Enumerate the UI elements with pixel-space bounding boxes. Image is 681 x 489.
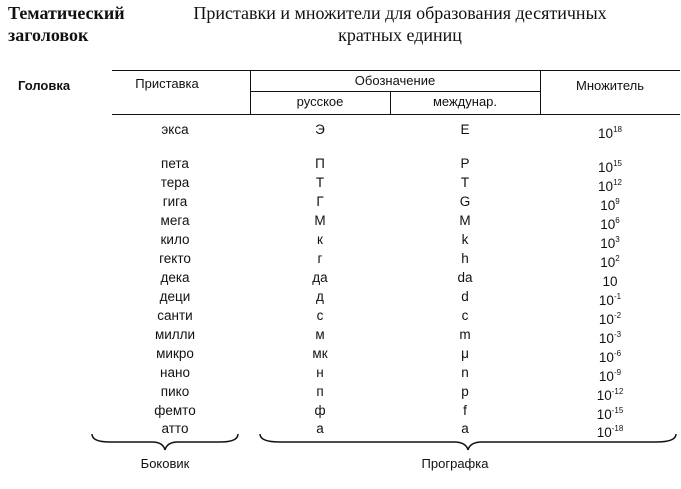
multiplier-base: 10 — [598, 312, 614, 327]
prografka-brace — [258, 432, 678, 452]
header-divider-2 — [390, 91, 391, 114]
russian-symbol-cell: к — [317, 232, 323, 247]
multiplier-base: 10 — [598, 369, 614, 384]
prefix-cell: экса — [161, 122, 189, 137]
table-row — [0, 364, 681, 382]
table-row — [0, 269, 681, 287]
header-top-rule — [112, 70, 680, 71]
multiplier-exponent: 15 — [613, 159, 622, 168]
multiplier-exponent: -15 — [611, 406, 624, 415]
table-row — [0, 288, 681, 306]
russian-symbol-cell: н — [316, 365, 324, 380]
russian-symbol-cell: с — [316, 308, 324, 323]
header-international: междунар. — [432, 94, 498, 109]
bokovik-brace — [90, 432, 240, 452]
prefix-cell: атто — [161, 421, 189, 436]
multiplier-exponent: 9 — [615, 197, 620, 206]
multiplier-exponent: -12 — [611, 387, 624, 396]
international-symbol-cell: p — [461, 384, 469, 399]
prefix-cell: пико — [160, 384, 190, 399]
table-row — [0, 326, 681, 344]
multiplier-base: 10 — [598, 160, 614, 175]
multiplier-base: 10 — [600, 217, 616, 232]
multiplier-base: 10 — [596, 388, 612, 403]
international-symbol-cell: T — [460, 175, 470, 190]
prefix-cell: дека — [160, 270, 190, 285]
table-row — [0, 193, 681, 211]
russian-symbol-cell: а — [316, 421, 324, 436]
international-symbol-cell: f — [463, 403, 467, 418]
multiplier-exponent: 6 — [615, 216, 620, 225]
table-row — [0, 231, 681, 249]
multiplier-base: 10 — [598, 293, 614, 308]
designation-rule — [250, 91, 540, 92]
international-symbol-cell: G — [459, 194, 471, 209]
international-symbol-cell: a — [461, 421, 469, 436]
header-bottom-rule — [112, 114, 680, 115]
international-symbol-cell: da — [457, 270, 473, 285]
table-row — [0, 250, 681, 268]
multiplier-base: 10 — [596, 407, 612, 422]
prefix-cell: мега — [160, 213, 190, 228]
multiplier-exponent: 2 — [615, 254, 620, 263]
label-prografka: Прографка — [421, 456, 489, 471]
side-title: Тематический заголовок — [8, 3, 125, 45]
multiplier-exponent: -1 — [613, 292, 622, 301]
multiplier-exponent: 18 — [613, 125, 622, 134]
multiplier-base: 10 — [602, 274, 618, 289]
multiplier-cell — [540, 121, 680, 143]
international-symbol-cell: c — [461, 308, 469, 323]
russian-symbol-cell: да — [312, 270, 328, 285]
international-symbol-cell: d — [461, 289, 469, 304]
international-symbol-cell: k — [461, 232, 469, 247]
header-multiplier: Множитель — [575, 78, 644, 93]
multiplier-base: 10 — [600, 198, 616, 213]
prefix-cell: пета — [161, 156, 189, 171]
prefix-cell: нано — [160, 365, 190, 380]
multiplier-base: 10 — [596, 425, 612, 440]
prefix-cell: гекто — [159, 251, 191, 266]
international-symbol-cell: P — [460, 156, 470, 171]
prefix-cell: гига — [162, 194, 188, 209]
multiplier-base: 10 — [598, 126, 614, 141]
table-row — [0, 121, 681, 139]
header-russian: русское — [296, 94, 344, 109]
multiplier-exponent: 3 — [615, 235, 620, 244]
russian-symbol-cell: Г — [316, 194, 324, 209]
multiplier-exponent: -3 — [613, 330, 622, 339]
header-prefix: Приставка — [135, 76, 199, 91]
multiplier-base: 10 — [598, 350, 614, 365]
international-symbol-cell: h — [461, 251, 469, 266]
russian-symbol-cell: мк — [312, 346, 328, 361]
multiplier-exponent: -2 — [613, 311, 622, 320]
russian-symbol-cell: Т — [315, 175, 325, 190]
table-row — [0, 307, 681, 325]
label-bokovik: Боковик — [140, 456, 190, 471]
table-row — [0, 174, 681, 192]
table-row — [0, 402, 681, 420]
russian-symbol-cell: ф — [314, 403, 326, 418]
header-designation: Обозначение — [354, 73, 436, 88]
international-symbol-cell: M — [459, 213, 471, 228]
header-divider-1 — [250, 70, 251, 114]
label-golovka: Головка — [18, 78, 71, 93]
international-symbol-cell: n — [461, 365, 469, 380]
multiplier-base: 10 — [598, 179, 614, 194]
multiplier-base: 10 — [600, 236, 616, 251]
russian-symbol-cell: М — [314, 213, 326, 228]
header-divider-3 — [540, 70, 541, 114]
table-row — [0, 345, 681, 363]
international-symbol-cell: m — [459, 327, 471, 342]
russian-symbol-cell: д — [316, 289, 324, 304]
prefix-cell: кило — [160, 232, 190, 247]
prefix-cell: тера — [160, 175, 190, 190]
main-title: Приставки и множители для образования десятичных кратных единиц — [193, 3, 607, 45]
prefix-cell: милли — [154, 327, 196, 342]
multiplier-exponent: -9 — [613, 368, 622, 377]
table-row — [0, 155, 681, 173]
russian-symbol-cell: П — [315, 156, 325, 171]
russian-symbol-cell: п — [316, 384, 324, 399]
multiplier-base: 10 — [598, 331, 614, 346]
multiplier-exponent: -18 — [611, 424, 624, 433]
multiplier-exponent: 12 — [613, 178, 622, 187]
table-row — [0, 212, 681, 230]
multiplier-base: 10 — [600, 255, 616, 270]
international-symbol-cell: μ — [461, 346, 469, 361]
prefix-cell: фемто — [154, 403, 196, 418]
russian-symbol-cell: Э — [315, 122, 325, 137]
prefix-cell: микро — [156, 346, 194, 361]
international-symbol-cell: E — [460, 122, 470, 137]
table-row — [0, 383, 681, 401]
prefix-cell: деци — [159, 289, 191, 304]
multiplier-exponent: -6 — [613, 349, 622, 358]
russian-symbol-cell: г — [317, 251, 323, 266]
prefix-cell: санти — [157, 308, 193, 323]
russian-symbol-cell: м — [315, 327, 325, 342]
